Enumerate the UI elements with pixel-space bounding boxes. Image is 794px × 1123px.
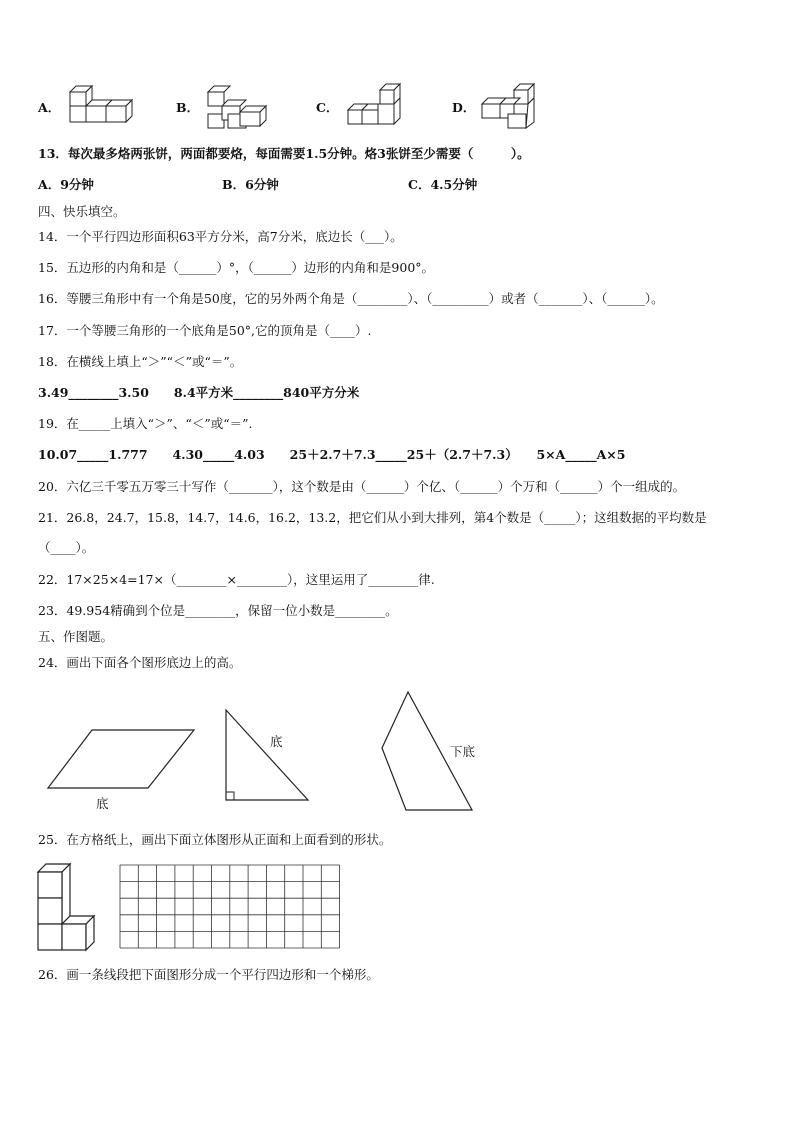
question-23: 23．49.954精确到个位是________，保留一位小数是________。	[38, 603, 398, 618]
question-24: 24．画出下面各个图形底边上的高。	[38, 655, 242, 670]
question-19: 19．在_____上填入“＞”、“＜”或“＝”.	[38, 416, 253, 431]
parallelogram-base-label: 底	[96, 796, 109, 811]
trapezoid-base-label: 下底	[450, 744, 476, 759]
option-c-label: C．	[316, 100, 339, 115]
grid-paper	[120, 865, 342, 950]
option-a-label: A．	[38, 100, 61, 115]
option-b-label: B．	[176, 100, 200, 115]
cube-figure-c	[344, 84, 414, 130]
question-14: 14．一个平行四边形面积63平方分米，高7分米，底边长（___）。	[38, 229, 403, 244]
question-13: 13．每次最多烙两张饼，两面都要烙，每面需要1.5分钟。烙3张饼至少需要（ ）。	[38, 146, 530, 161]
cube-figure-d	[478, 84, 548, 130]
question-21-continued: （____）。	[38, 540, 95, 555]
cube-stack-figure	[36, 862, 98, 954]
question-13-option-c: C．4.5分钟	[408, 177, 478, 192]
right-triangle-figure	[220, 708, 320, 804]
question-25: 25．在方格纸上，画出下面立体图形从正面和上面看到的形状。	[38, 832, 392, 847]
question-16: 16．等腰三角形中有一个角是50度，它的另外两个角是（________）、（_________）或者（_______）、（______）。	[38, 291, 664, 306]
triangle-base-label: 底	[270, 734, 283, 749]
question-18: 18．在横线上填上“＞”“＜”或“＝”。	[38, 354, 243, 369]
parallelogram-figure	[44, 700, 204, 815]
question-15: 15．五边形的内角和是（______）°，（______）边形的内角和是900°。	[38, 260, 435, 275]
question-13-option-b: B．6分钟	[222, 177, 279, 192]
cube-figure-a	[66, 84, 136, 130]
question-22: 22．17×25×4=17×（________×________），这里运用了________律.	[38, 572, 435, 587]
question-20: 20．六亿三千零五万零三十写作（_______），这个数是由（______）个亿、（______）个万和（______）个一组成的。	[38, 479, 686, 494]
question-13-option-a: A．9分钟	[38, 177, 94, 192]
question-26: 26．画一条线段把下面图形分成一个平行四边形和一个梯形。	[38, 967, 379, 982]
question-21: 21．26.8，24.7，15.8，14.7，14.6，16.2，13.2，把它们从小到大排列，第4个数是（_____）；这组数据的平均数是	[38, 510, 707, 525]
question-18-items: 3.49________3.50 8.4平方米________840平方分米	[38, 385, 360, 400]
trapezoid-figure	[378, 688, 488, 814]
option-d-label: D．	[452, 100, 476, 115]
section-5-heading: 五、作图题。	[38, 629, 114, 644]
question-17: 17．一个等腰三角形的一个底角是50°,它的顶角是（____）.	[38, 323, 372, 338]
question-19-items: 10.07_____1.777 4.30_____4.03 25＋2.7＋7.3_____25＋（2.7＋7.3） 5×A_____A×5	[38, 447, 626, 462]
cube-figure-b	[204, 84, 274, 130]
section-4-heading: 四、快乐填空。	[38, 204, 126, 219]
